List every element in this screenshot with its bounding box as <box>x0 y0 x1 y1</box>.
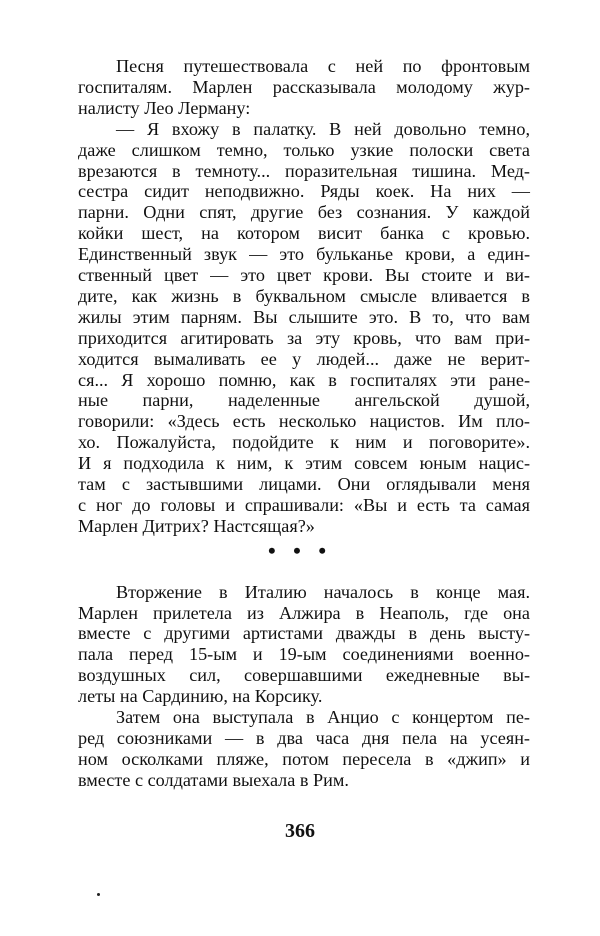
scan-speck <box>97 893 100 896</box>
text-line: — Я вхожу в палатку. В ней довольно темно, <box>116 118 530 139</box>
text-line: Единственный звук — это бульканье крови, а един- <box>78 244 530 265</box>
text-line: ся... Я хорошо помню, как в госпиталях эти ране- <box>78 369 530 390</box>
text-line: говорили: «Здесь есть несколько нацистов. Им пло- <box>78 411 530 432</box>
text-line: воздушных сил, совершавшими ежедневные вы- <box>78 665 530 686</box>
text-line: Песня путешествовала с ней по фронтовым <box>116 56 530 76</box>
text-line: пала перед 15-ым и 19-ым соединениями военно- <box>78 644 530 665</box>
text-line: там с застывшими лицами. Они оглядывали меня <box>78 474 530 494</box>
text-line: налисту Лео Лерману: <box>78 97 251 118</box>
text-line: ном осколками пляже, потом пересела в «джип» и <box>78 748 530 769</box>
text-line: Марлен прилетела из Алжира в Неаполь, где она <box>78 602 530 623</box>
text-line: ные парни, наделенные ангельской душой, <box>78 390 530 411</box>
text-line: койки шест, на котором висит банка с кровью. <box>78 223 530 244</box>
section-separator: • • • <box>267 537 333 563</box>
text-line: вместе с другими артистами дважды в день высту- <box>78 623 530 644</box>
text-line: парни. Одни спят, другие без сознания. У каждой <box>78 202 530 223</box>
text-line: хо. Пожалуйста, подойдите к ним и поговорите». <box>78 432 530 453</box>
text-line: ственный цвет — это цвет крови. Вы стоите и ви- <box>78 265 530 285</box>
text-line: ред союзниками — в два часа дня пела на усеян- <box>78 727 530 748</box>
text-line: Затем она выступала в Анцио с концертом пе- <box>116 707 530 728</box>
text-line: врезаются в темноту... поразительная тишина. Мед- <box>78 160 530 181</box>
text-line: Вторжение в Италию началось в конце мая. <box>116 581 530 602</box>
text-line: с ног до головы и спрашивали: «Вы и есть та самая <box>78 494 530 515</box>
text-line: И я подходила к ним, к этим совсем юным нацис- <box>78 453 530 474</box>
text-line: вместе с солдатами выехала в Рим. <box>78 769 349 790</box>
text-line: ходится вымаливать ее у людей... даже не верит- <box>78 348 530 369</box>
page-number: 366 <box>285 819 315 842</box>
text-line: леты на Сардинию, на Корсику. <box>78 686 323 707</box>
text-line: Марлен Дитрих? Настсящая?» <box>78 515 315 536</box>
text-line: сестра сидит неподвижно. Ряды коек. На них — <box>78 181 530 202</box>
text-line: дите, как жизнь в буквальном смысле вливается в <box>78 285 530 306</box>
text-line: даже слишком темно, только узкие полоски света <box>78 139 530 160</box>
text-line: приходится агитировать за эту кровь, что вам при- <box>78 327 530 348</box>
text-line: госпиталям. Марлен рассказывала молодому жур- <box>78 76 530 97</box>
text-line: жилы этим парням. Вы слышите это. В то, что вам <box>78 306 530 327</box>
